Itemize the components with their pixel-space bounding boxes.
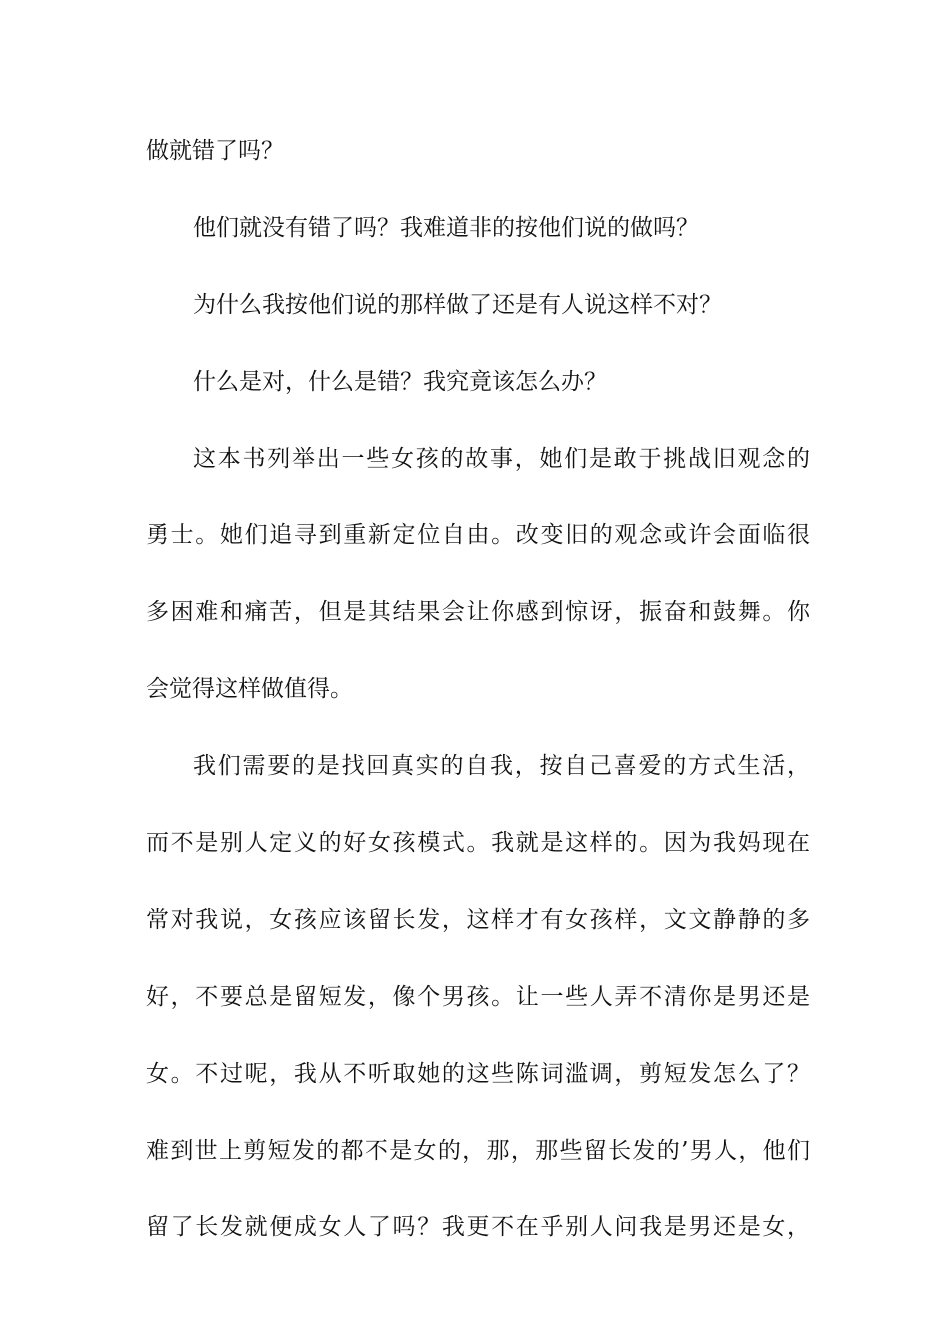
text-line: 好，不要总是留短发，像个男孩。让一些人弄不清你是男还是 xyxy=(146,983,810,1010)
text-line: 女。不过呢，我从不听取她的这些陈词滥调，剪短发怎么了？ xyxy=(146,1060,810,1087)
paragraph xyxy=(146,204,810,281)
text-line: 我们需要的是找回真实的自我，按自己喜爱的方式生活， xyxy=(193,753,810,780)
text-line: 勇士。她们追寻到重新定位自由。改变旧的观念或许会面临很 xyxy=(146,522,810,549)
paragraph xyxy=(146,281,810,358)
text-line: 难到世上剪短发的都不是女的，那，那些留长发的’男人，他们 xyxy=(146,1137,810,1164)
text-line: 什么是对，什么是错？我究竟该怎么办？ xyxy=(193,368,607,395)
paragraph xyxy=(146,358,810,435)
text-line: 常对我说，女孩应该留长发，这样才有女孩样，文文静静的多 xyxy=(146,906,810,933)
text-line: 为什么我按他们说的那样做了还是有人说这样不对？ xyxy=(193,291,722,318)
paragraph xyxy=(146,742,810,1280)
text-line: 这本书列举出一些女孩的故事，她们是敢于挑战旧观念的 xyxy=(193,445,810,472)
text-line: 而不是别人定义的好女孩模式。我就是这样的。因为我妈现在 xyxy=(146,830,810,857)
text-line: 留了长发就便成女人了吗？我更不在乎别人问我是男还是女， xyxy=(146,1214,810,1241)
text-line: 他们就没有错了吗？我难道非的按他们说的做吗？ xyxy=(193,214,699,241)
text-line: 多困难和痛苦，但是其结果会让你感到惊讶，振奋和鼓舞。你 xyxy=(146,599,810,626)
paragraph xyxy=(146,435,810,743)
text-line: 做就错了吗？ xyxy=(146,138,284,164)
text-line: 会觉得这样做值得。 xyxy=(146,676,353,703)
document-body xyxy=(146,127,810,1280)
paragraph xyxy=(146,127,810,204)
